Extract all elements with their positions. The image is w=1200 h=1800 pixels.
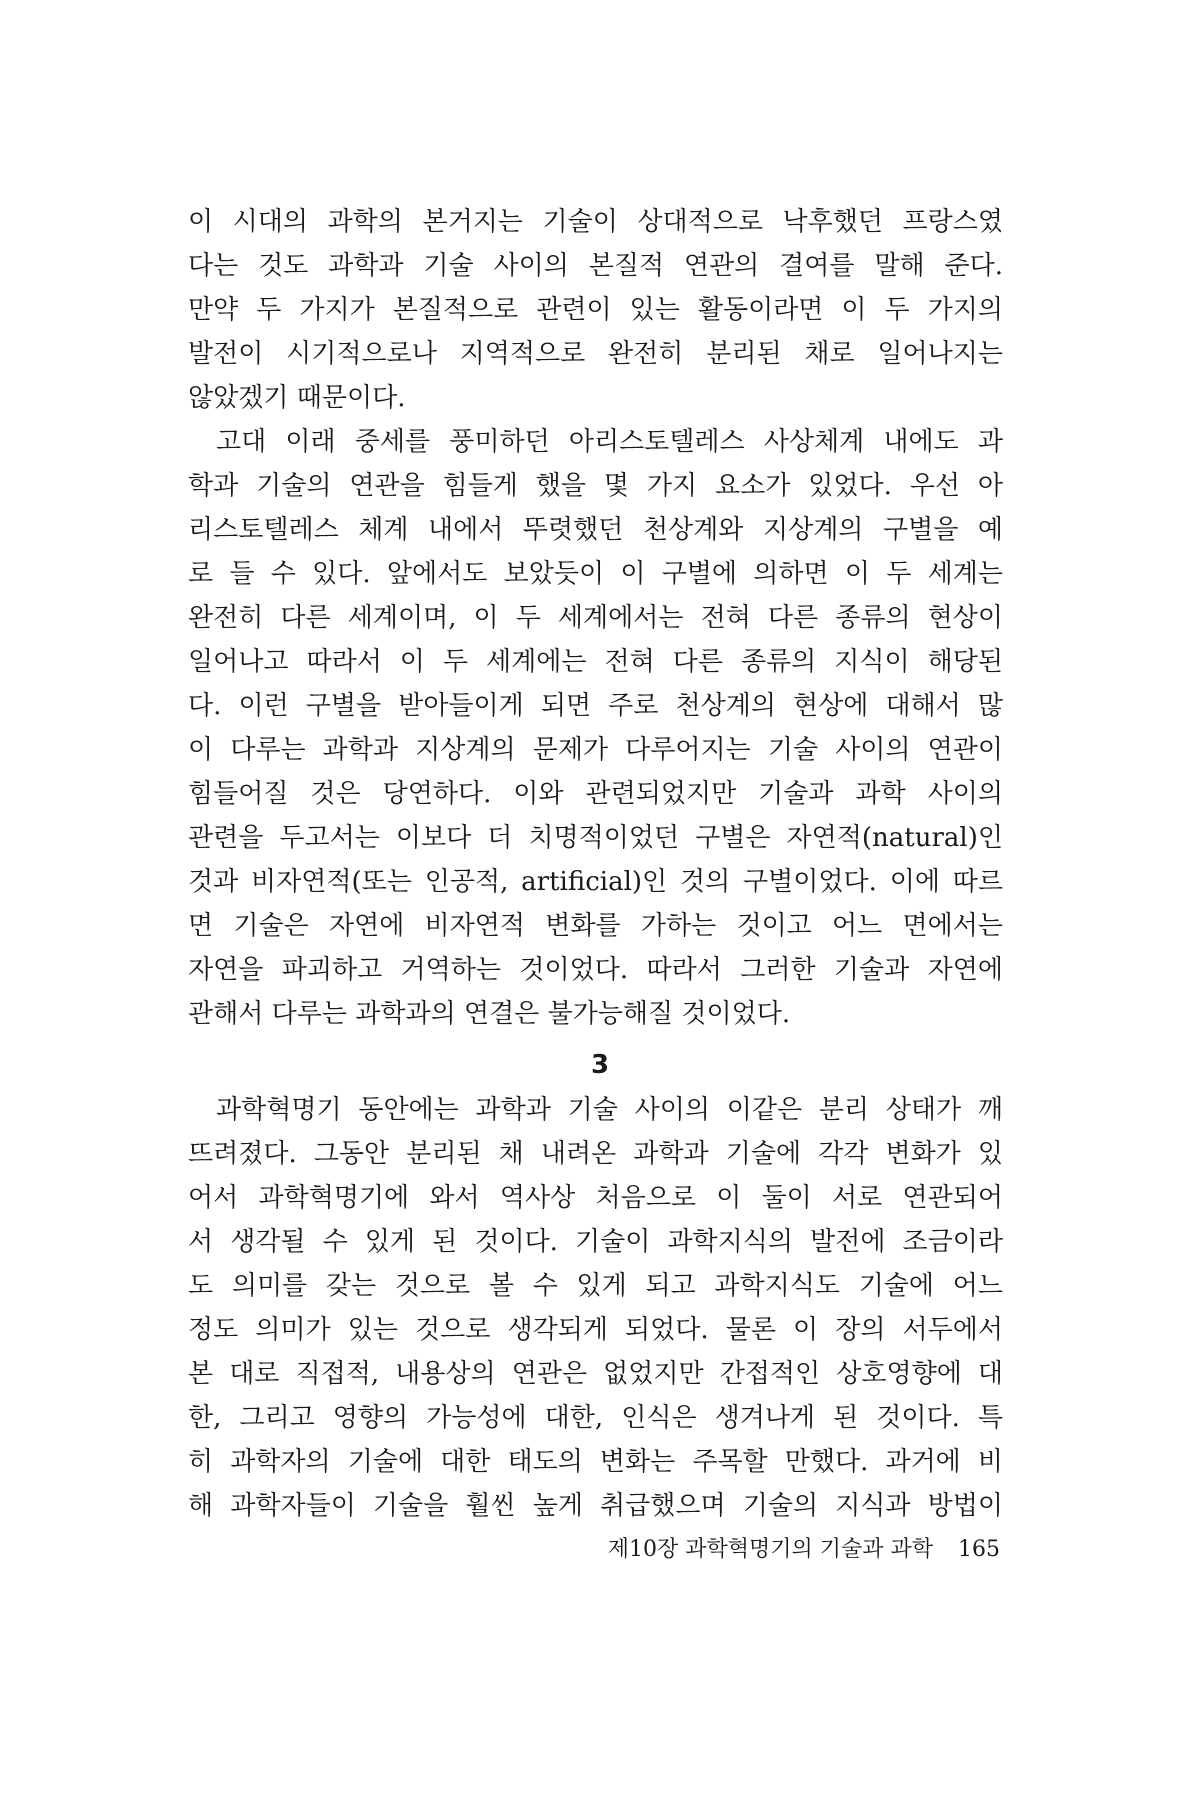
text-line: 다는 것도 과학과 기술 사이의 본질적 연관의 결여를 말해 준다.: [188, 251, 1003, 281]
text-line: 자연을 파괴하고 거역하는 것이었다. 따라서 그러한 기술과 자연에: [188, 955, 1003, 985]
text-line: 본 대로 직접적, 내용상의 연관은 없었지만 간접적인 상호영향에 대: [188, 1359, 1003, 1389]
text-line: 것과 비자연적(또는 인공적, artificial)인 것의 구별이었다. 이에 따르: [188, 867, 1003, 897]
text-line: 만약 두 가지가 본질적으로 관련이 있는 활동이라면 이 두 가지의: [188, 295, 1003, 325]
text-line: 학과 기술의 연관을 힘들게 했을 몇 가지 요소가 있었다. 우선 아: [188, 471, 1003, 501]
text-line: 해 과학자들이 기술을 훨씬 높게 취급했으며 기술의 지식과 방법이: [188, 1491, 1003, 1521]
text-line: 도 의미를 갖는 것으로 볼 수 있게 되고 과학지식도 기술에 어느: [188, 1271, 1003, 1301]
body-text-section-1: [188, 200, 1003, 1036]
text-line: 관련을 두고서는 이보다 더 치명적이었던 구별은 자연적(natural)인: [188, 823, 1003, 853]
text-line: 한, 그리고 영향의 가능성에 대한, 인식은 생겨나게 된 것이다. 특: [188, 1403, 1003, 1433]
text-line: 이 다루는 과학과 지상계의 문제가 다루어지는 기술 사이의 연관이: [188, 735, 1003, 765]
text-line: 힘들어질 것은 당연하다. 이와 관련되었지만 기술과 과학 사이의: [188, 779, 1003, 809]
text-line: 완전히 다른 세계이며, 이 두 세계에서는 전혀 다른 종류의 현상이: [188, 603, 1003, 633]
running-chapter-title: 제10장 과학혁명기의 기술과 과학: [607, 1537, 933, 1562]
text-line: 뜨려졌다. 그동안 분리된 채 내려온 과학과 기술에 각각 변화가 있: [188, 1139, 1003, 1169]
text-line: 않았겠기 때문이다.: [188, 383, 406, 413]
body-text-section-2: [188, 1088, 1003, 1528]
text-line: 히 과학자의 기술에 대한 태도의 변화는 주목할 만했다. 과거에 비: [188, 1447, 1003, 1477]
text-line: 다. 이런 구별을 받아들이게 되면 주로 천상계의 현상에 대해서 많: [188, 691, 1003, 721]
text-line: 어서 과학혁명기에 와서 역사상 처음으로 이 둘이 서로 연관되어: [188, 1183, 1003, 1213]
text-line: 고대 이래 중세를 풍미하던 아리스토텔레스 사상체계 내에도 과: [216, 427, 1003, 457]
text-line: 리스토텔레스 체계 내에서 뚜렷했던 천상계와 지상계의 구별을 예: [188, 515, 1003, 545]
page-footer: [608, 1535, 1000, 1565]
text-line: 과학혁명기 동안에는 과학과 기술 사이의 이같은 분리 상태가 깨: [216, 1095, 1003, 1125]
text-line: 발전이 시기적으로나 지역적으로 완전히 분리된 채로 일어나지는: [188, 339, 1003, 369]
text-line: 일어나고 따라서 이 두 세계에는 전혀 다른 종류의 지식이 해당된: [188, 647, 1003, 677]
section-number: 3: [590, 1050, 610, 1080]
text-line: 로 들 수 있다. 앞에서도 보았듯이 이 구별에 의하면 이 두 세계는: [188, 559, 1003, 589]
text-line: 관해서 다루는 과학과의 연결은 불가능해질 것이었다.: [188, 999, 791, 1029]
text-line: 정도 의미가 있는 것으로 생각되게 되었다. 물론 이 장의 서두에서: [188, 1315, 1003, 1345]
text-line: 서 생각될 수 있게 된 것이다. 기술이 과학지식의 발전에 조금이라: [188, 1227, 1003, 1257]
page-number: 165: [958, 1537, 1000, 1562]
text-line: 이 시대의 과학의 본거지는 기술이 상대적으로 낙후했던 프랑스였: [188, 207, 1003, 237]
text-line: 면 기술은 자연에 비자연적 변화를 가하는 것이고 어느 면에서는: [188, 911, 1003, 941]
